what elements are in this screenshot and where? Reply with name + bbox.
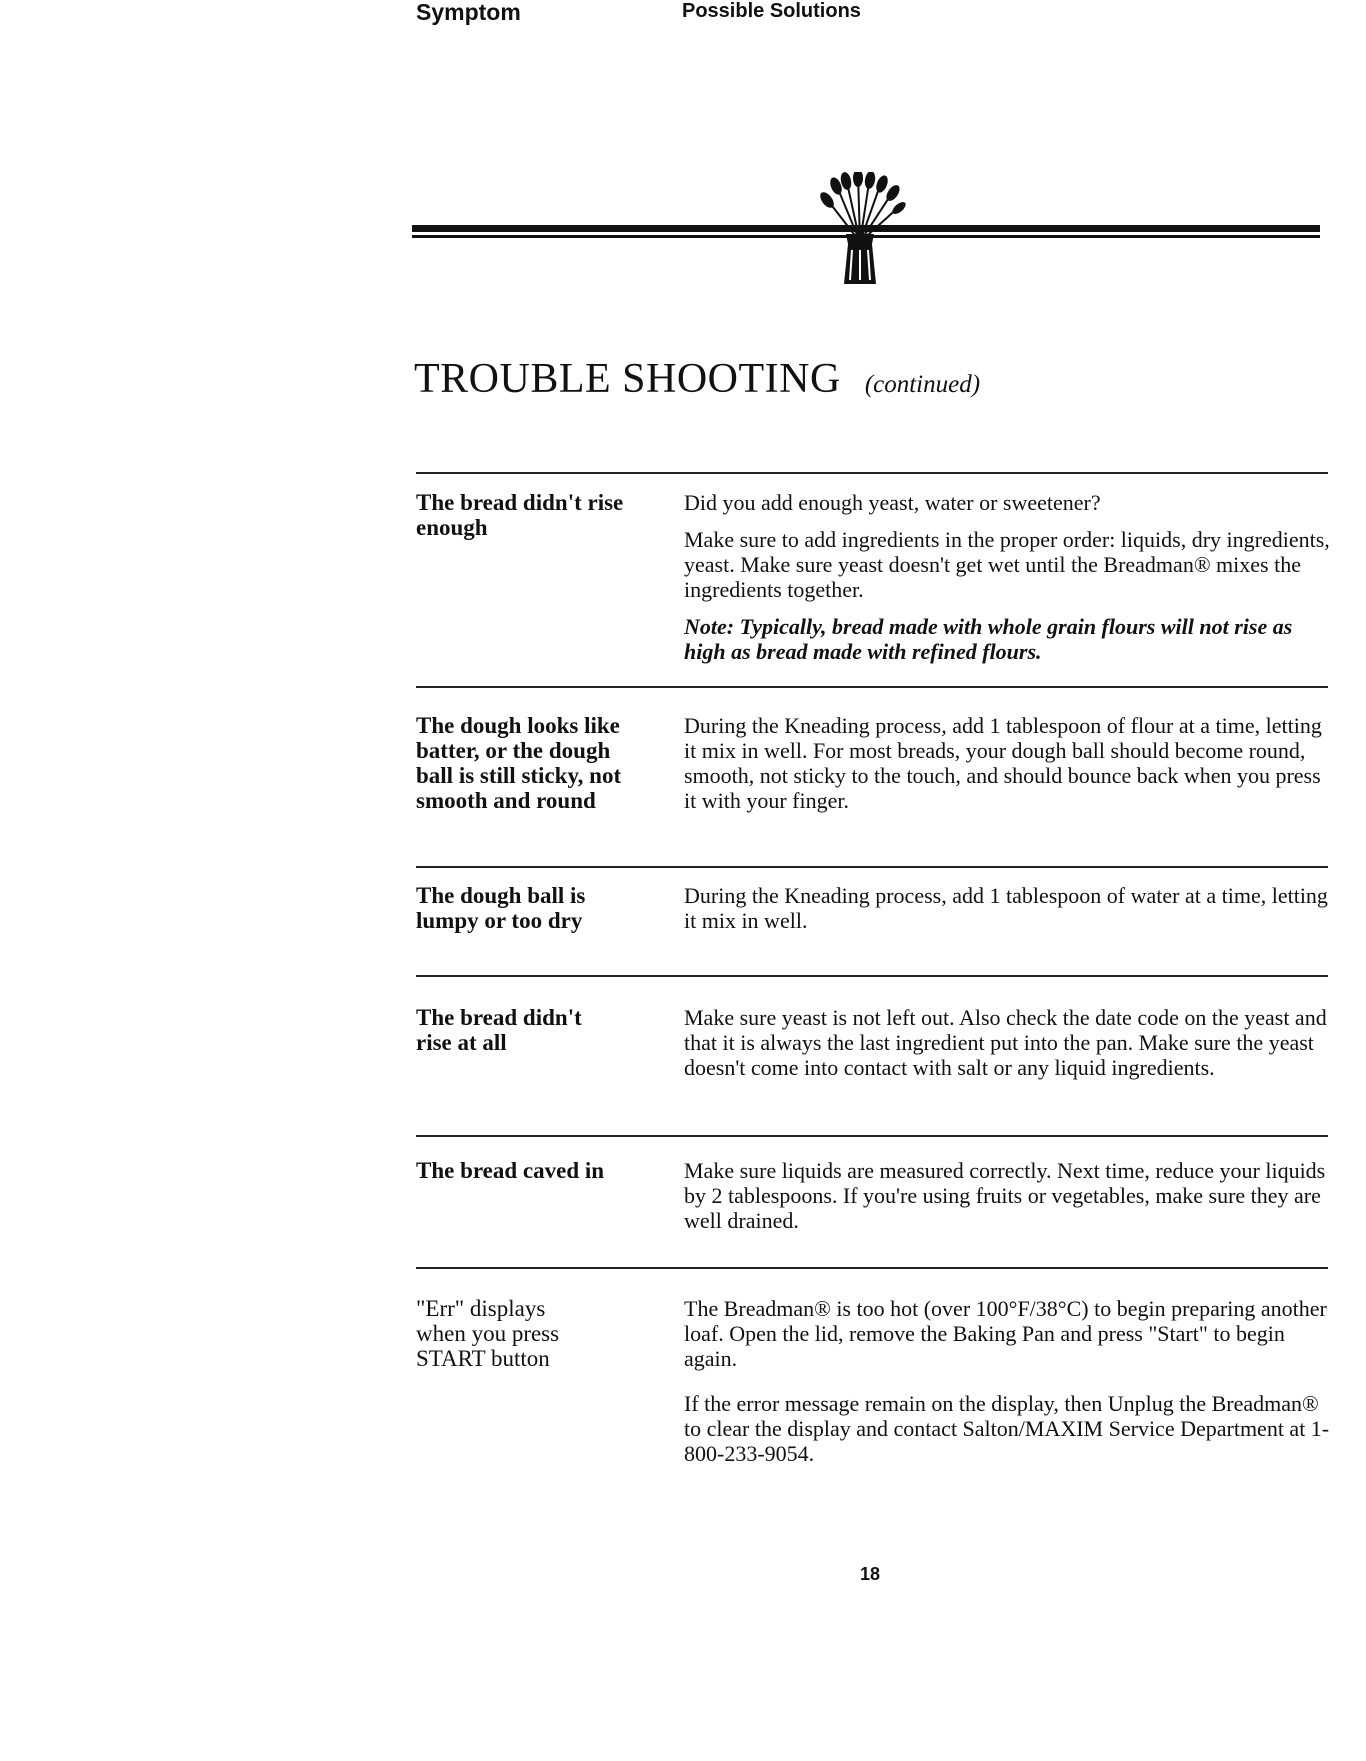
solutions-cell xyxy=(684,1158,1334,1245)
solutions-cell xyxy=(684,490,1334,676)
title-continued: (continued) xyxy=(864,371,981,398)
row-divider xyxy=(416,686,1328,688)
wheat-sheaf-icon xyxy=(806,172,914,288)
symptom-text: The dough looks like batter, or the dough ball is still sticky, not smooth and round xyxy=(416,713,622,813)
symptom-text: The bread caved in xyxy=(416,1158,605,1183)
symptom-text: The bread didn't rise at all xyxy=(416,1005,582,1055)
solutions-cell xyxy=(684,1296,1334,1478)
column-header-solutions: Possible Solutions xyxy=(682,0,861,22)
solution-text: During the Kneading process, add 1 tablespoon of water at a time, letting it mix in well. xyxy=(684,883,1328,933)
row-divider xyxy=(416,1135,1328,1137)
solution-text: Make sure to add ingredients in the proper order: liquids, dry ingredients, yeast. Make sure yeast doesn't get wet until the Breadman® mixes the ingredients together. xyxy=(684,527,1330,602)
solution-note: Note: Typically, bread made with whole grain flours will not rise as high as bread made with refined flours. xyxy=(684,614,1293,664)
solution-text: If the error message remain on the display, then Unplug the Breadman® to clear the display and contact Salton/MAXIM Service Department at 1-800-233-9054. xyxy=(684,1391,1330,1466)
symptom-text: The dough ball is lumpy or too dry xyxy=(416,883,586,933)
column-header-symptom: Symptom xyxy=(416,0,521,25)
header-divider xyxy=(416,472,1328,474)
solutions-cell xyxy=(684,713,1334,825)
solution-text: Make sure liquids are measured correctly. Next time, reduce your liquids by 2 tablespoons. If you're using fruits or vegetables, make sure they are well drained. xyxy=(684,1158,1326,1233)
solution-text: During the Kneading process, add 1 tablespoon of flour at a time, letting it mix in well. For most breads, your dough ball should become round, smooth, not sticky to the touch, and should bounce back when you press it with your finger. xyxy=(684,713,1322,813)
solution-text: The Breadman® is too hot (over 100°F/38°C) to begin preparing another loaf. Open the lid, remove the Baking Pan and press "Start" to begin again. xyxy=(684,1296,1327,1371)
row-divider xyxy=(416,866,1328,868)
solutions-cell xyxy=(684,1005,1334,1092)
page-number: 18 xyxy=(860,1564,881,1584)
symptom-text: The bread didn't rise enough xyxy=(416,490,624,540)
page-title xyxy=(414,355,980,403)
solution-text: Make sure yeast is not left out. Also check the date code on the yeast and that it is always the last ingredient put into the pan. Make sure the yeast doesn't come into contact with salt or any liquid ingredients. xyxy=(684,1005,1327,1080)
row-divider xyxy=(416,1267,1328,1269)
solutions-cell xyxy=(684,883,1334,945)
title-text: TROUBLE SHOOTING xyxy=(414,356,841,402)
symptom-text: "Err" displays when you press START button xyxy=(416,1296,560,1371)
row-divider xyxy=(416,975,1328,977)
solution-text: Did you add enough yeast, water or sweetener? xyxy=(684,490,1101,515)
